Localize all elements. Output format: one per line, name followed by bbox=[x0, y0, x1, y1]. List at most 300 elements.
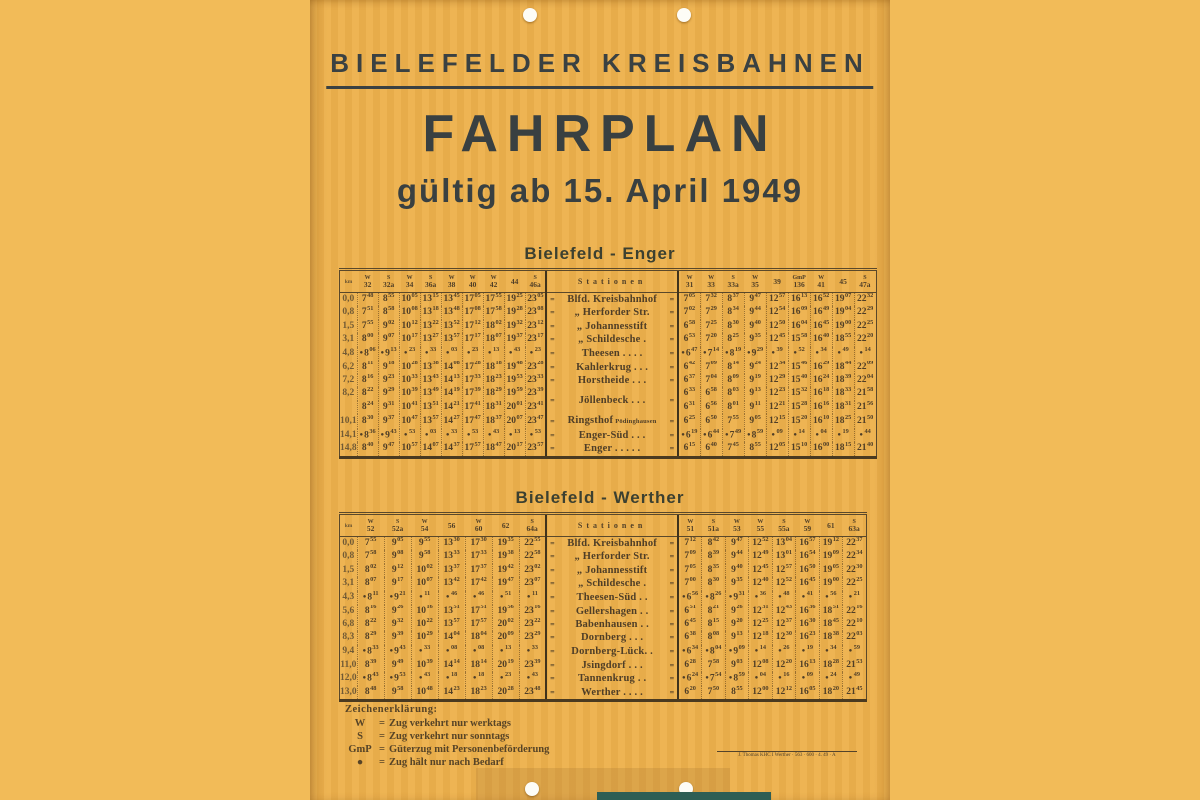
time-cell: $13^{48}$ bbox=[441, 306, 462, 319]
arrow-icon: = bbox=[550, 416, 555, 426]
time-cell: $16^{36}$ bbox=[796, 605, 820, 618]
time-cell: $22^{29}$ bbox=[854, 306, 876, 319]
time-cell: $17^{58}$ bbox=[483, 306, 504, 319]
table-row bbox=[340, 672, 867, 686]
time-cell: $22^{55}$ bbox=[519, 537, 546, 551]
time-cell: $12^{34}$ bbox=[766, 361, 788, 374]
time-cell: $9^{20}$ bbox=[725, 618, 749, 631]
arrow-icon: = bbox=[550, 579, 555, 589]
time-cell: ● $^{23}$ bbox=[492, 672, 519, 686]
time-cell: ● $^{16}$ bbox=[772, 672, 796, 686]
time-cell: $18^{33}$ bbox=[832, 387, 854, 400]
table-row bbox=[340, 320, 877, 333]
train-column-header: W 41 bbox=[810, 270, 832, 293]
train-column-header: W 35 bbox=[744, 270, 766, 293]
train-column-header: 44 bbox=[504, 270, 525, 293]
time-cell: $9^{26}$ bbox=[725, 605, 749, 618]
time-cell: $13^{57}$ bbox=[420, 414, 441, 428]
time-cell: $8^{37}$ bbox=[722, 293, 744, 307]
time-cell: $10^{12}$ bbox=[399, 320, 420, 333]
station-cell: = Enger . . . . . = bbox=[546, 442, 678, 457]
time-cell: $12^{43}$ bbox=[772, 605, 796, 618]
time-cell: $10^{02}$ bbox=[411, 564, 438, 577]
time-cell: $22^{20}$ bbox=[854, 333, 876, 346]
time-cell: $●9^{29}$ bbox=[744, 347, 766, 361]
time-cell: $10^{28}$ bbox=[399, 361, 420, 374]
table-row bbox=[340, 645, 867, 659]
time-cell: $14^{04}$ bbox=[438, 631, 465, 644]
time-cell: $22^{25}$ bbox=[843, 577, 867, 590]
time-cell: $8^{30}$ bbox=[357, 414, 378, 428]
station-cell: = „ Herforder Str. = bbox=[546, 306, 678, 319]
time-cell: $●6^{47}$ bbox=[678, 347, 700, 361]
time-cell: $9^{18}$ bbox=[378, 361, 399, 374]
table-row bbox=[340, 361, 877, 374]
station-cell: = Blfd. Kreisbahnhof = bbox=[546, 293, 678, 307]
time-cell: $16^{09}$ bbox=[788, 306, 810, 319]
time-cell: ● $^{26}$ bbox=[772, 645, 796, 659]
arrow-icon: = bbox=[669, 552, 675, 562]
time-cell: $15^{10}$ bbox=[788, 442, 810, 457]
time-cell: $18^{02}$ bbox=[483, 320, 504, 333]
train-column-header: W 54 bbox=[411, 514, 438, 537]
time-cell: $9^{31}$ bbox=[378, 401, 399, 414]
stationen-header: Stationen bbox=[546, 270, 678, 293]
time-cell: $12^{12}$ bbox=[772, 686, 796, 701]
time-cell: $8^{39}$ bbox=[702, 550, 726, 563]
train-column-header: GmP 136 bbox=[788, 270, 810, 293]
time-cell: ● $^{08}$ bbox=[438, 645, 465, 659]
time-cell: $9^{13}$ bbox=[744, 387, 766, 400]
time-cell: $23^{17}$ bbox=[525, 333, 546, 346]
km-column-header: km bbox=[340, 270, 358, 293]
time-cell: $18^{20}$ bbox=[819, 686, 843, 701]
time-cell: $16^{00}$ bbox=[810, 442, 832, 457]
time-cell: $18^{47}$ bbox=[483, 442, 504, 457]
time-cell: $17^{51}$ bbox=[465, 605, 492, 618]
time-cell: $10^{29}$ bbox=[411, 631, 438, 644]
time-cell: ● $^{59}$ bbox=[843, 645, 867, 659]
time-cell: $20^{19}$ bbox=[492, 659, 519, 672]
time-cell: ● $^{56}$ bbox=[819, 591, 843, 605]
time-cell: $12^{57}$ bbox=[766, 293, 788, 307]
time-cell: $6^{45}$ bbox=[678, 618, 702, 631]
legend-text: Zug verkehrt nur sonntags bbox=[389, 731, 510, 742]
time-cell: $14^{27}$ bbox=[441, 414, 462, 428]
time-cell: $19^{28}$ bbox=[504, 306, 525, 319]
time-cell: $7^{12}$ bbox=[678, 537, 702, 551]
time-cell: $9^{12}$ bbox=[384, 564, 411, 577]
arrow-icon: = bbox=[669, 660, 675, 670]
punch-hole-top-right bbox=[677, 8, 691, 22]
time-cell: $17^{57}$ bbox=[462, 442, 483, 457]
time-cell: $12^{00}$ bbox=[749, 686, 773, 701]
station-cell: = Jsingdorf . . . = bbox=[546, 659, 678, 672]
km-cell: 10,1 bbox=[340, 415, 357, 426]
time-cell: ● $^{53}$ bbox=[462, 429, 483, 443]
time-cell: $14^{19}$ bbox=[441, 387, 462, 400]
time-cell: $23^{07}$ bbox=[519, 577, 546, 590]
time-cell: $16^{13}$ bbox=[796, 659, 820, 672]
time-cell: $9^{03}$ bbox=[725, 659, 749, 672]
time-cell: ● $^{46}$ bbox=[438, 591, 465, 605]
train-column-header: W 55 bbox=[749, 514, 773, 537]
time-cell: $16^{29}$ bbox=[810, 361, 832, 374]
page-title: FAHRPLAN bbox=[422, 105, 778, 163]
time-cell: $8^{25}$ bbox=[722, 333, 744, 346]
time-cell: $●9^{43}$ bbox=[384, 645, 411, 659]
time-cell: $10^{07}$ bbox=[411, 577, 438, 590]
time-cell: ● $^{13}$ bbox=[483, 347, 504, 361]
time-cell: ● $^{36}$ bbox=[749, 591, 773, 605]
train-column-header: S 36a bbox=[420, 270, 441, 293]
time-cell: $16^{13}$ bbox=[788, 293, 810, 307]
train-column-header: 62 bbox=[492, 514, 519, 537]
time-cell: ● $^{53}$ bbox=[399, 429, 420, 443]
time-cell: $9^{47}$ bbox=[725, 537, 749, 551]
time-cell: $8^{30}$ bbox=[702, 577, 726, 590]
time-cell: $7^{32}$ bbox=[700, 293, 722, 307]
arrow-icon: = bbox=[550, 606, 555, 616]
time-cell: ● $^{46}$ bbox=[465, 591, 492, 605]
table-row bbox=[340, 577, 867, 590]
arrow-icon: = bbox=[669, 687, 675, 697]
km-cell bbox=[340, 401, 358, 414]
time-cell: $●6^{44}$ bbox=[700, 429, 722, 443]
time-cell: ● $^{08}$ bbox=[465, 645, 492, 659]
time-cell: $7^{09}$ bbox=[700, 361, 722, 374]
table-row bbox=[340, 591, 867, 605]
station-cell: = Dornberg-Lück. . = bbox=[546, 645, 678, 659]
time-cell: $12^{23}$ bbox=[766, 387, 788, 400]
arrow-icon: = bbox=[669, 444, 675, 454]
time-cell: $9^{13}$ bbox=[725, 631, 749, 644]
km-cell: 0,0 bbox=[342, 294, 355, 304]
time-cell: $14^{08}$ bbox=[441, 361, 462, 374]
arrow-icon: = bbox=[550, 660, 555, 670]
time-cell: $7^{55}$ bbox=[357, 537, 384, 551]
km-column-header: km bbox=[340, 514, 358, 537]
time-cell: $20^{28}$ bbox=[492, 686, 519, 701]
train-column-header: W 42 bbox=[483, 270, 504, 293]
time-cell: ● $^{44}$ bbox=[854, 429, 876, 443]
time-cell: $10^{17}$ bbox=[399, 333, 420, 346]
time-cell: $19^{12}$ bbox=[819, 537, 843, 551]
time-cell: $8^{35}$ bbox=[702, 564, 726, 577]
time-cell: $22^{04}$ bbox=[854, 374, 876, 387]
section-title-werther: Bielefeld - Werther bbox=[515, 488, 685, 507]
time-cell: $21^{58}$ bbox=[854, 387, 876, 400]
legend bbox=[345, 704, 549, 769]
time-cell: $6^{38}$ bbox=[678, 631, 702, 644]
time-cell: $8^{02}$ bbox=[357, 564, 384, 577]
time-cell: $9^{49}$ bbox=[384, 659, 411, 672]
train-column-header: 56 bbox=[438, 514, 465, 537]
time-cell: $17^{28}$ bbox=[462, 361, 483, 374]
time-cell: $7^{58}$ bbox=[357, 550, 384, 563]
legend-item bbox=[345, 730, 549, 743]
time-cell: $8^{39}$ bbox=[357, 659, 384, 672]
time-cell: ● $^{09}$ bbox=[796, 672, 820, 686]
time-cell: $9^{55}$ bbox=[411, 537, 438, 551]
arrow-icon: = bbox=[669, 674, 675, 684]
km-cell: 14,8 bbox=[340, 443, 357, 454]
time-cell: $12^{52}$ bbox=[749, 537, 773, 551]
time-cell: $18^{37}$ bbox=[483, 414, 504, 428]
section-title-enger: Bielefeld - Enger bbox=[524, 244, 676, 263]
train-column-header: W 31 bbox=[678, 270, 700, 293]
time-cell: ● $^{33}$ bbox=[519, 645, 546, 659]
train-column-header: S 47a bbox=[854, 270, 876, 293]
time-cell: $●7^{14}$ bbox=[700, 347, 722, 361]
time-cell: $12^{52}$ bbox=[772, 577, 796, 590]
time-cell: $●8^{36}$ bbox=[357, 429, 378, 443]
time-cell: $●9^{13}$ bbox=[378, 347, 399, 361]
time-cell: $23^{22}$ bbox=[519, 618, 546, 631]
time-cell: ● $^{43}$ bbox=[483, 429, 504, 443]
time-cell: $22^{30}$ bbox=[843, 564, 867, 577]
time-cell: $17^{39}$ bbox=[462, 387, 483, 400]
time-cell: $18^{31}$ bbox=[483, 401, 504, 414]
train-column-header: W 59 bbox=[796, 514, 820, 537]
time-cell: $10^{39}$ bbox=[411, 659, 438, 672]
time-cell: $15^{58}$ bbox=[788, 333, 810, 346]
time-cell: ● $^{11}$ bbox=[411, 591, 438, 605]
arrow-icon: = bbox=[550, 647, 555, 656]
arrow-icon: = bbox=[550, 633, 555, 643]
time-cell: ● $^{03}$ bbox=[420, 429, 441, 443]
time-cell: $9^{44}$ bbox=[744, 306, 766, 319]
time-cell: $19^{59}$ bbox=[504, 387, 525, 400]
time-cell: $17^{33}$ bbox=[462, 374, 483, 387]
time-cell: $9^{07}$ bbox=[378, 333, 399, 346]
table-row bbox=[340, 429, 877, 443]
time-cell: ● $^{49}$ bbox=[832, 347, 854, 361]
time-cell: $8^{11}$ bbox=[357, 361, 378, 374]
arrow-icon: = bbox=[669, 362, 675, 372]
time-cell: $●8^{06}$ bbox=[357, 347, 378, 361]
time-cell: $16^{30}$ bbox=[796, 618, 820, 631]
time-cell: ● $^{18}$ bbox=[438, 672, 465, 686]
time-cell: $9^{40}$ bbox=[725, 564, 749, 577]
station-cell: = Enger-Süd . . . = bbox=[546, 429, 678, 443]
table-row bbox=[340, 374, 877, 387]
arrow-icon: = bbox=[669, 348, 675, 358]
time-cell: $8^{09}$ bbox=[722, 374, 744, 387]
station-cell: = „ Johannesstift = bbox=[546, 564, 678, 577]
time-cell: $12^{15}$ bbox=[766, 414, 788, 428]
arrow-icon: = bbox=[550, 335, 555, 345]
arrow-icon: = bbox=[550, 375, 555, 385]
table-row bbox=[340, 293, 877, 307]
station-cell: = Horstheide . . . = bbox=[546, 374, 678, 387]
km-cell: 0,8 bbox=[342, 551, 355, 562]
time-cell: $12^{45}$ bbox=[766, 333, 788, 346]
station-cell: = Werther . . . . = bbox=[546, 686, 678, 701]
time-cell: $17^{57}$ bbox=[465, 618, 492, 631]
time-cell: $16^{23}$ bbox=[796, 631, 820, 644]
time-cell: ● $^{21}$ bbox=[843, 591, 867, 605]
time-cell: $8^{21}$ bbox=[702, 605, 726, 618]
time-cell: $22^{32}$ bbox=[854, 293, 876, 307]
km-cell: 8,3 bbox=[342, 632, 355, 643]
time-cell: $16^{49}$ bbox=[810, 306, 832, 319]
train-column-header: W 52 bbox=[357, 514, 384, 537]
legend-items bbox=[345, 717, 549, 769]
time-cell: $6^{20}$ bbox=[678, 686, 702, 701]
time-cell: $16^{45}$ bbox=[810, 320, 832, 333]
km-cell: 0,0 bbox=[342, 538, 355, 548]
arrow-icon: = bbox=[550, 539, 555, 548]
train-column-header: W 32 bbox=[357, 270, 378, 293]
time-cell: $21^{45}$ bbox=[843, 686, 867, 701]
time-cell: $●8^{59}$ bbox=[744, 429, 766, 443]
time-cell: $20^{02}$ bbox=[492, 618, 519, 631]
time-cell: ● $^{43}$ bbox=[519, 672, 546, 686]
time-cell: $13^{15}$ bbox=[420, 293, 441, 307]
time-cell: $10^{41}$ bbox=[399, 401, 420, 414]
time-cell: $23^{39}$ bbox=[519, 659, 546, 672]
time-cell: $20^{07}$ bbox=[504, 414, 525, 428]
station-cell: = Gellershagen . . = bbox=[546, 605, 678, 618]
time-cell: $8^{58}$ bbox=[378, 306, 399, 319]
time-cell: $18^{07}$ bbox=[483, 333, 504, 346]
timetable-poster bbox=[310, 0, 890, 800]
punch-hole-bottom-left bbox=[525, 782, 539, 796]
timetable-enger bbox=[339, 268, 877, 459]
time-cell: $23^{02}$ bbox=[519, 564, 546, 577]
time-cell: $9^{29}$ bbox=[378, 387, 399, 400]
time-cell: $10^{22}$ bbox=[411, 618, 438, 631]
time-cell: $19^{35}$ bbox=[492, 537, 519, 551]
time-cell: $22^{03}$ bbox=[843, 631, 867, 644]
station-cell: = „ Schildesche . = bbox=[546, 577, 678, 590]
time-cell: $21^{50}$ bbox=[854, 414, 876, 428]
time-cell: $8^{03}$ bbox=[722, 387, 744, 400]
station-cell: = „ Johannesstift = bbox=[546, 320, 678, 333]
time-cell: $12^{08}$ bbox=[749, 659, 773, 672]
arrow-icon: = bbox=[550, 552, 555, 562]
time-cell: $●7^{49}$ bbox=[722, 429, 744, 443]
station-cell: = Tannenkrug . . = bbox=[546, 672, 678, 686]
km-cell: 3,1 bbox=[342, 578, 355, 589]
station-cell: = Dornberg . . . = bbox=[546, 631, 678, 644]
km-cell: 13,0 bbox=[340, 686, 357, 697]
time-cell: $6^{56}$ bbox=[700, 401, 722, 414]
legend-text: Zug verkehrt nur werktags bbox=[389, 718, 512, 729]
punch-hole-top-left bbox=[523, 8, 537, 22]
time-cell: ● $^{53}$ bbox=[525, 429, 546, 443]
time-cell: $14^{23}$ bbox=[438, 686, 465, 701]
time-cell: $12^{31}$ bbox=[749, 605, 773, 618]
arrow-icon: = bbox=[669, 619, 675, 629]
time-cell: $7^{55}$ bbox=[357, 320, 378, 333]
timetable-werther bbox=[339, 512, 867, 702]
arrow-icon: = bbox=[550, 430, 555, 440]
km-cell: 11,0 bbox=[340, 659, 357, 670]
arrow-icon: = bbox=[550, 444, 555, 454]
train-column-header: 39 bbox=[766, 270, 788, 293]
time-cell: $13^{51}$ bbox=[420, 401, 441, 414]
train-column-header: S 55a bbox=[772, 514, 796, 537]
time-cell: $6^{33}$ bbox=[678, 387, 700, 400]
time-cell: $6^{31}$ bbox=[678, 401, 700, 414]
time-cell: ● $^{33}$ bbox=[411, 645, 438, 659]
time-cell: $9^{35}$ bbox=[744, 333, 766, 346]
legend-symbol: ● bbox=[356, 757, 364, 768]
legend-item bbox=[345, 743, 549, 756]
arrow-icon: = bbox=[550, 674, 555, 684]
station-cell: = Jöllenbeck . . . = bbox=[546, 387, 678, 414]
arrow-icon: = bbox=[550, 619, 555, 629]
time-cell: $12^{30}$ bbox=[772, 631, 796, 644]
time-cell: $13^{04}$ bbox=[772, 537, 796, 551]
time-cell: $19^{00}$ bbox=[819, 577, 843, 590]
time-cell: $9^{47}$ bbox=[378, 442, 399, 457]
time-cell: $17^{55}$ bbox=[483, 293, 504, 307]
time-cell: $20^{01}$ bbox=[504, 401, 525, 414]
time-cell: $17^{42}$ bbox=[465, 577, 492, 590]
time-cell: $12^{21}$ bbox=[766, 401, 788, 414]
time-cell: $17^{41}$ bbox=[462, 401, 483, 414]
time-cell: $6^{58}$ bbox=[678, 320, 700, 333]
time-cell: $18^{23}$ bbox=[465, 686, 492, 701]
time-cell: $8^{16}$ bbox=[357, 374, 378, 387]
time-cell: $17^{37}$ bbox=[465, 564, 492, 577]
time-cell: $13^{51}$ bbox=[438, 605, 465, 618]
arrow-icon: = bbox=[669, 335, 675, 345]
time-cell: $●6^{56}$ bbox=[678, 591, 702, 605]
time-cell: $13^{01}$ bbox=[772, 550, 796, 563]
time-cell: ● $^{19}$ bbox=[796, 645, 820, 659]
time-cell: $13^{22}$ bbox=[420, 320, 441, 333]
legend-title: Zeichenerklärung: bbox=[345, 704, 438, 715]
time-cell: $19^{00}$ bbox=[832, 320, 854, 333]
time-cell: $22^{16}$ bbox=[843, 605, 867, 618]
time-cell: $16^{54}$ bbox=[796, 550, 820, 563]
table-row bbox=[340, 333, 877, 346]
time-cell: ● $^{18}$ bbox=[465, 672, 492, 686]
km-cell: 12,0 bbox=[340, 673, 357, 684]
time-cell: $6^{37}$ bbox=[678, 374, 700, 387]
arrow-icon: = bbox=[550, 321, 555, 331]
time-cell: $7^{58}$ bbox=[702, 659, 726, 672]
time-cell: $23^{16}$ bbox=[519, 605, 546, 618]
time-cell: ● $^{19}$ bbox=[832, 429, 854, 443]
time-cell: $6^{50}$ bbox=[700, 414, 722, 428]
scan-edge-bar bbox=[597, 792, 771, 800]
arrow-icon: = bbox=[669, 416, 675, 426]
time-cell: $8^{00}$ bbox=[357, 333, 378, 346]
time-cell: $●6^{24}$ bbox=[678, 672, 702, 686]
time-cell: $●9^{43}$ bbox=[378, 429, 399, 443]
arrow-icon: = bbox=[550, 295, 555, 304]
arrow-icon: = bbox=[669, 308, 675, 318]
time-cell: $8^{15}$ bbox=[702, 618, 726, 631]
time-cell: $12^{25}$ bbox=[749, 618, 773, 631]
time-cell: ● $^{23}$ bbox=[462, 347, 483, 361]
table-row bbox=[340, 564, 867, 577]
time-cell: $18^{51}$ bbox=[819, 605, 843, 618]
table-row bbox=[340, 605, 867, 618]
time-cell: $18^{28}$ bbox=[819, 659, 843, 672]
time-cell: $16^{45}$ bbox=[796, 577, 820, 590]
table-row bbox=[340, 631, 867, 644]
train-column-header: S 32a bbox=[378, 270, 399, 293]
arrow-icon: = bbox=[669, 430, 675, 440]
time-cell: $10^{05}$ bbox=[399, 293, 420, 307]
time-cell: $8^{08}$ bbox=[702, 631, 726, 644]
